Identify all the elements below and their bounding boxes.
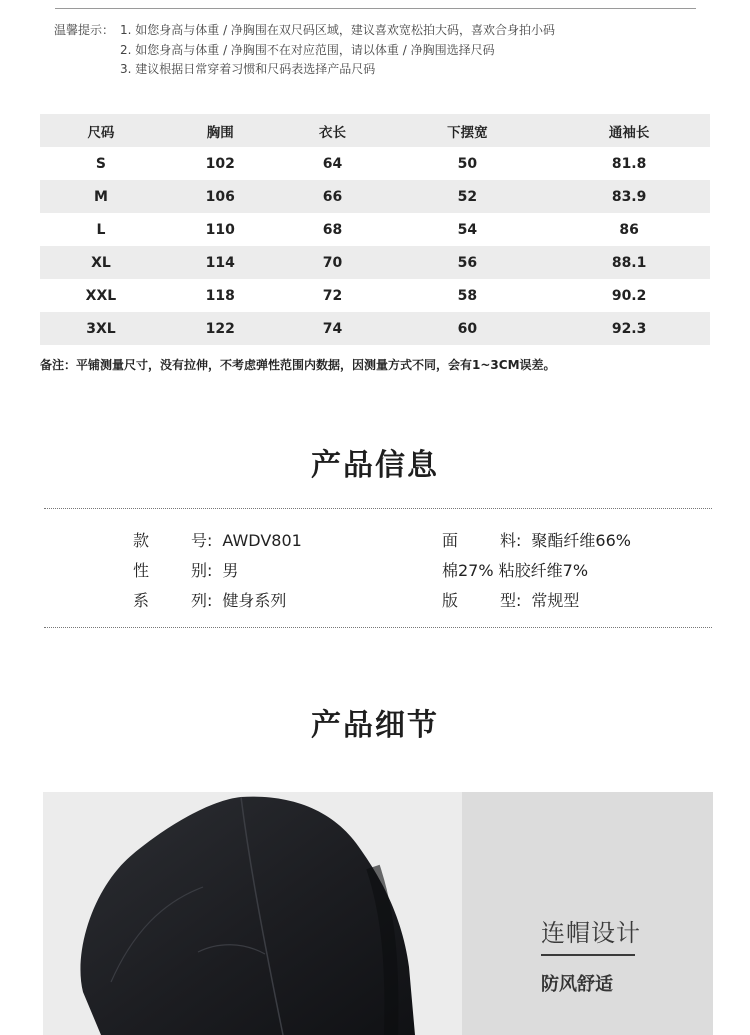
table-cell: 64 bbox=[322, 155, 343, 172]
header-length: 衣长 bbox=[279, 114, 387, 147]
table-header-row bbox=[40, 114, 710, 147]
table-row bbox=[40, 246, 710, 279]
info-value: AWDV801 bbox=[222, 531, 302, 550]
info-key: 面料 bbox=[442, 531, 516, 550]
tips-label: 温馨提示： bbox=[54, 23, 115, 37]
info-fabric-continued: 棉27% 粘胶纤维7% bbox=[442, 561, 589, 580]
table-row bbox=[40, 213, 710, 246]
info-gender: 性别: 男 bbox=[133, 558, 238, 581]
header-size: 尺码 bbox=[40, 114, 162, 147]
info-value: 聚酯纤维66% bbox=[531, 531, 631, 550]
table-row bbox=[40, 180, 710, 213]
table-cell: 81.8 bbox=[611, 155, 647, 172]
info-key: 系列 bbox=[133, 591, 207, 610]
feature-title: 连帽设计 bbox=[541, 919, 641, 947]
table-row bbox=[40, 312, 710, 345]
table-cell: 83.9 bbox=[548, 180, 710, 213]
dotted-divider bbox=[44, 508, 712, 509]
table-cell: 58 bbox=[457, 287, 478, 304]
tip-item: 3. 建议根据日常穿着习惯和尺码表选择产品尺码 bbox=[120, 62, 376, 76]
hood-detail-photo bbox=[43, 792, 462, 1035]
info-fabric: 面料: 聚酯纤维66% bbox=[442, 528, 631, 551]
tip-item: 2. 如您身高与体重 / 净胸围不在对应范围，请以体重 / 净胸围选择尺码 bbox=[120, 42, 495, 57]
table-row bbox=[40, 147, 710, 180]
info-value: 常规型 bbox=[531, 591, 580, 610]
size-tips bbox=[54, 21, 555, 80]
info-fit: 版型: 常规型 bbox=[442, 588, 579, 611]
measurement-note: 备注：平铺测量尺寸，没有拉伸，不考虑弹性范围内数据，因测量方式不同，会有1~3CM误差。 bbox=[40, 358, 556, 372]
table-cell: 122 bbox=[162, 312, 279, 345]
table-cell: 54 bbox=[457, 221, 478, 238]
info-key: 性别 bbox=[133, 561, 207, 580]
table-row bbox=[40, 279, 710, 312]
table-cell: 50 bbox=[457, 155, 478, 172]
table-cell: 92.3 bbox=[548, 312, 710, 345]
table-cell: XXL bbox=[85, 287, 117, 304]
tip-item: 1. 如您身高与体重 / 净胸围在双尺码区域，建议喜欢宽松拍大码，喜欢合身拍小码 bbox=[120, 23, 555, 37]
table-cell: 86 bbox=[619, 221, 639, 238]
top-divider bbox=[55, 8, 696, 9]
table-cell: 52 bbox=[386, 180, 548, 213]
header-sleeve: 通袖长 bbox=[548, 114, 710, 147]
header-chest: 胸围 bbox=[162, 114, 279, 147]
info-series: 系列: 健身系列 bbox=[133, 588, 286, 611]
info-value: 男 bbox=[222, 561, 239, 580]
feature-caption-panel bbox=[462, 792, 713, 1035]
feature-subtitle: 防风舒适 bbox=[541, 974, 613, 995]
header-hem: 下摆宽 bbox=[386, 114, 548, 147]
table-cell: 114 bbox=[162, 246, 279, 279]
table-cell: 88.1 bbox=[548, 246, 710, 279]
table-cell: 90.2 bbox=[611, 287, 647, 304]
size-chart-table bbox=[40, 114, 710, 345]
info-style-no: 款号: AWDV801 bbox=[133, 528, 302, 551]
table-cell: 66 bbox=[279, 180, 387, 213]
table-cell: 3XL bbox=[40, 312, 162, 345]
table-cell: 60 bbox=[386, 312, 548, 345]
product-detail-title: 产品细节 bbox=[311, 708, 439, 743]
dotted-divider bbox=[44, 627, 712, 628]
table-cell: 106 bbox=[162, 180, 279, 213]
table-cell: 70 bbox=[279, 246, 387, 279]
hoodie-illustration bbox=[43, 792, 462, 1035]
table-cell: XL bbox=[40, 246, 162, 279]
info-value: 健身系列 bbox=[222, 591, 287, 610]
table-cell: 56 bbox=[386, 246, 548, 279]
table-cell: 72 bbox=[322, 287, 343, 304]
table-cell: 68 bbox=[322, 221, 343, 238]
info-key: 款号 bbox=[133, 531, 207, 550]
table-cell: 102 bbox=[205, 155, 235, 172]
feature-underline bbox=[541, 954, 635, 956]
table-cell: 118 bbox=[205, 287, 235, 304]
table-cell: 74 bbox=[279, 312, 387, 345]
table-cell: S bbox=[95, 155, 106, 172]
product-info-title: 产品信息 bbox=[311, 448, 439, 483]
info-key: 版型 bbox=[442, 591, 516, 610]
table-cell: 110 bbox=[205, 221, 235, 238]
table-cell: M bbox=[40, 180, 162, 213]
table-cell: L bbox=[96, 221, 106, 238]
